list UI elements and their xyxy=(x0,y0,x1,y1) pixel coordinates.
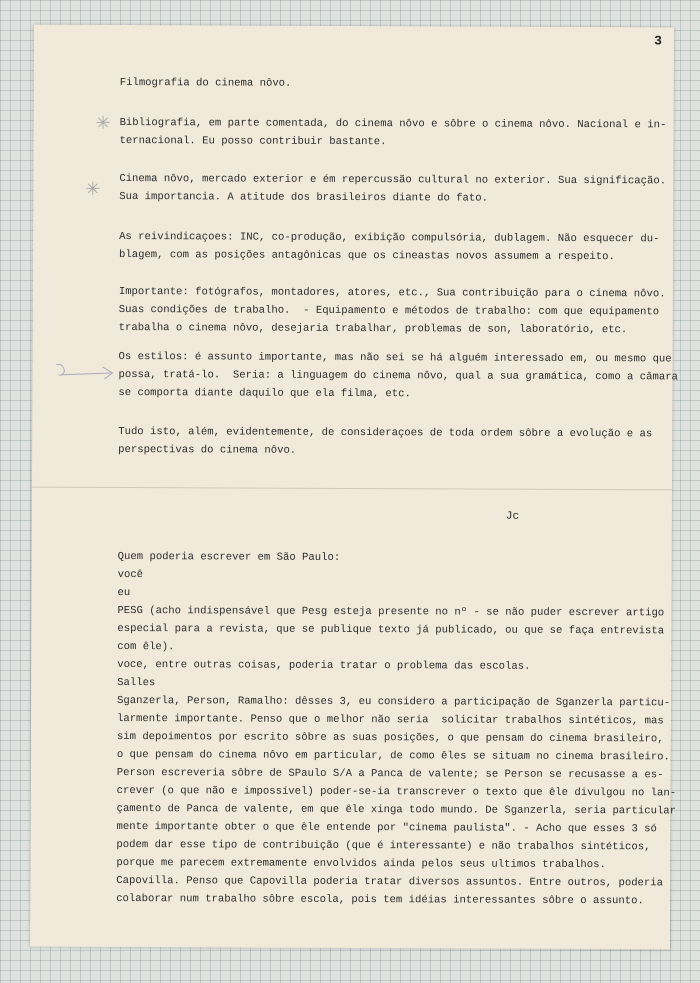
text-line: você xyxy=(117,568,144,582)
pencil-asterisk-icon: ✳ xyxy=(95,112,111,134)
pencil-arrow-icon xyxy=(52,361,122,385)
text-line: possa, tratá-lo. Seria: a linguagem do cinema nôvo, qual a sua gramática, como a câmara xyxy=(118,368,678,384)
typewritten-sheet xyxy=(30,25,678,950)
paper-fold-crease xyxy=(32,487,672,491)
text-line: çamento de Panca de valente, em que êle xinga todo mundo. De Sganzerla, seria particular xyxy=(116,802,677,818)
text-line: perspectivas do cinema nôvo. xyxy=(118,443,297,457)
text-line: crever (o que não e impossível) poder-se-ia transcrever o texto que êle divulgou no lan- xyxy=(116,784,677,800)
text-line: blagem, com as posições antagônicas que os cineastas novos assumem a respeito. xyxy=(118,248,615,264)
text-line: Os estilos: é assunto importante, mas não sei se há alguém interessado em, ou mesmo que xyxy=(118,350,672,366)
text-line: podem dar esse tipo de contribuição (que é interessante) e não trabalhos sintéticos, xyxy=(116,838,651,854)
text-line: Salles xyxy=(117,676,156,690)
text-line: colaborar num trabalho sôbre escola, pois tem idéias interessantes sôbre o assunto. xyxy=(116,892,644,908)
text-line: Person escreveria sôbre de SPaulo S/A a Panca de valente; se Person se recusasse a es- xyxy=(116,766,664,782)
pencil-asterisk-icon: ✳ xyxy=(85,178,101,200)
text-line: Sganzerla, Person, Ramalho: dêsses 3, eu considero a participação de Sganzerla particu- xyxy=(117,694,671,710)
text-line: Bibliografia, em parte comentada, do cinema nôvo e sôbre o cinema nôvo. Nacional e in- xyxy=(119,116,667,132)
text-line: ternacional. Eu posso contribuir bastante. xyxy=(119,134,387,149)
text-line: Importante: fotógrafos, montadores, atores, etc., Sua contribuição para o cinema nôvo. xyxy=(118,285,666,301)
text-line: Sua importancia. A atitude dos brasileiros diante do fato. xyxy=(119,190,489,205)
page-number: 3 xyxy=(654,33,662,49)
text-line: eu xyxy=(117,586,131,600)
text-line: trabalha o cinema nôvo, desejaria trabalhar, problemas de son, laboratório, etc. xyxy=(118,321,628,337)
text-line: As reivindicaçoes: INC, co-produção, exibição compulsória, dublagem. Não esquecer du- xyxy=(119,230,660,246)
text-line: voce, entre outras coisas, poderia tratar o problema das escolas. xyxy=(117,658,531,673)
text-line: Quem poderia escrever em São Paulo: xyxy=(117,550,341,564)
text-line: especial para a revista, que se publique texto já publicado, ou que se faça entrevista xyxy=(117,622,665,638)
text-line: o que pensam do cinema nôvo em particular, de como êles se situam no cinema brasileiro. xyxy=(116,748,670,764)
text-line: Capovilla. Penso que Capovilla poderia tratar diversos assuntos. Entre outros, poderia xyxy=(116,874,664,890)
text-line: Tudo isto, além, evidentemente, de consideraçoes de toda ordem sôbre a evolução e as xyxy=(118,425,653,441)
signature-initials: Jc xyxy=(505,510,520,523)
text-line: sim depoimentos por escrito sôbre as suas posições, o que pensam do cinema brasileiro, xyxy=(116,730,664,746)
text-line: com êle). xyxy=(117,640,175,654)
section-title: Filmografia do cinema nôvo. xyxy=(119,76,292,90)
text-line: Suas condições de trabalho. - Equipamento e métodos de trabalho: com que equipamento xyxy=(118,303,660,319)
text-line: PESG (acho indispensável que Pesg esteja presente no nº - se não puder escrever artigo xyxy=(117,604,665,620)
text-line: mente importante obter o que êle entende por "cinema paulista". - Acho que esses 3 só xyxy=(116,820,657,836)
text-line: se comporta diante daquilo que ela filma, etc. xyxy=(118,386,411,401)
text-line: larmente importante. Penso que o melhor não seria solicitar trabalhos sintéticos, mas xyxy=(116,712,664,728)
text-line: porque me parecem extremamente envolvidos ainda pelos seus ultimos trabalhos. xyxy=(116,856,606,872)
text-line: Cinema nôvo, mercado exterior e ém repercussão cultural no exterior. Sua significação. xyxy=(119,172,667,188)
